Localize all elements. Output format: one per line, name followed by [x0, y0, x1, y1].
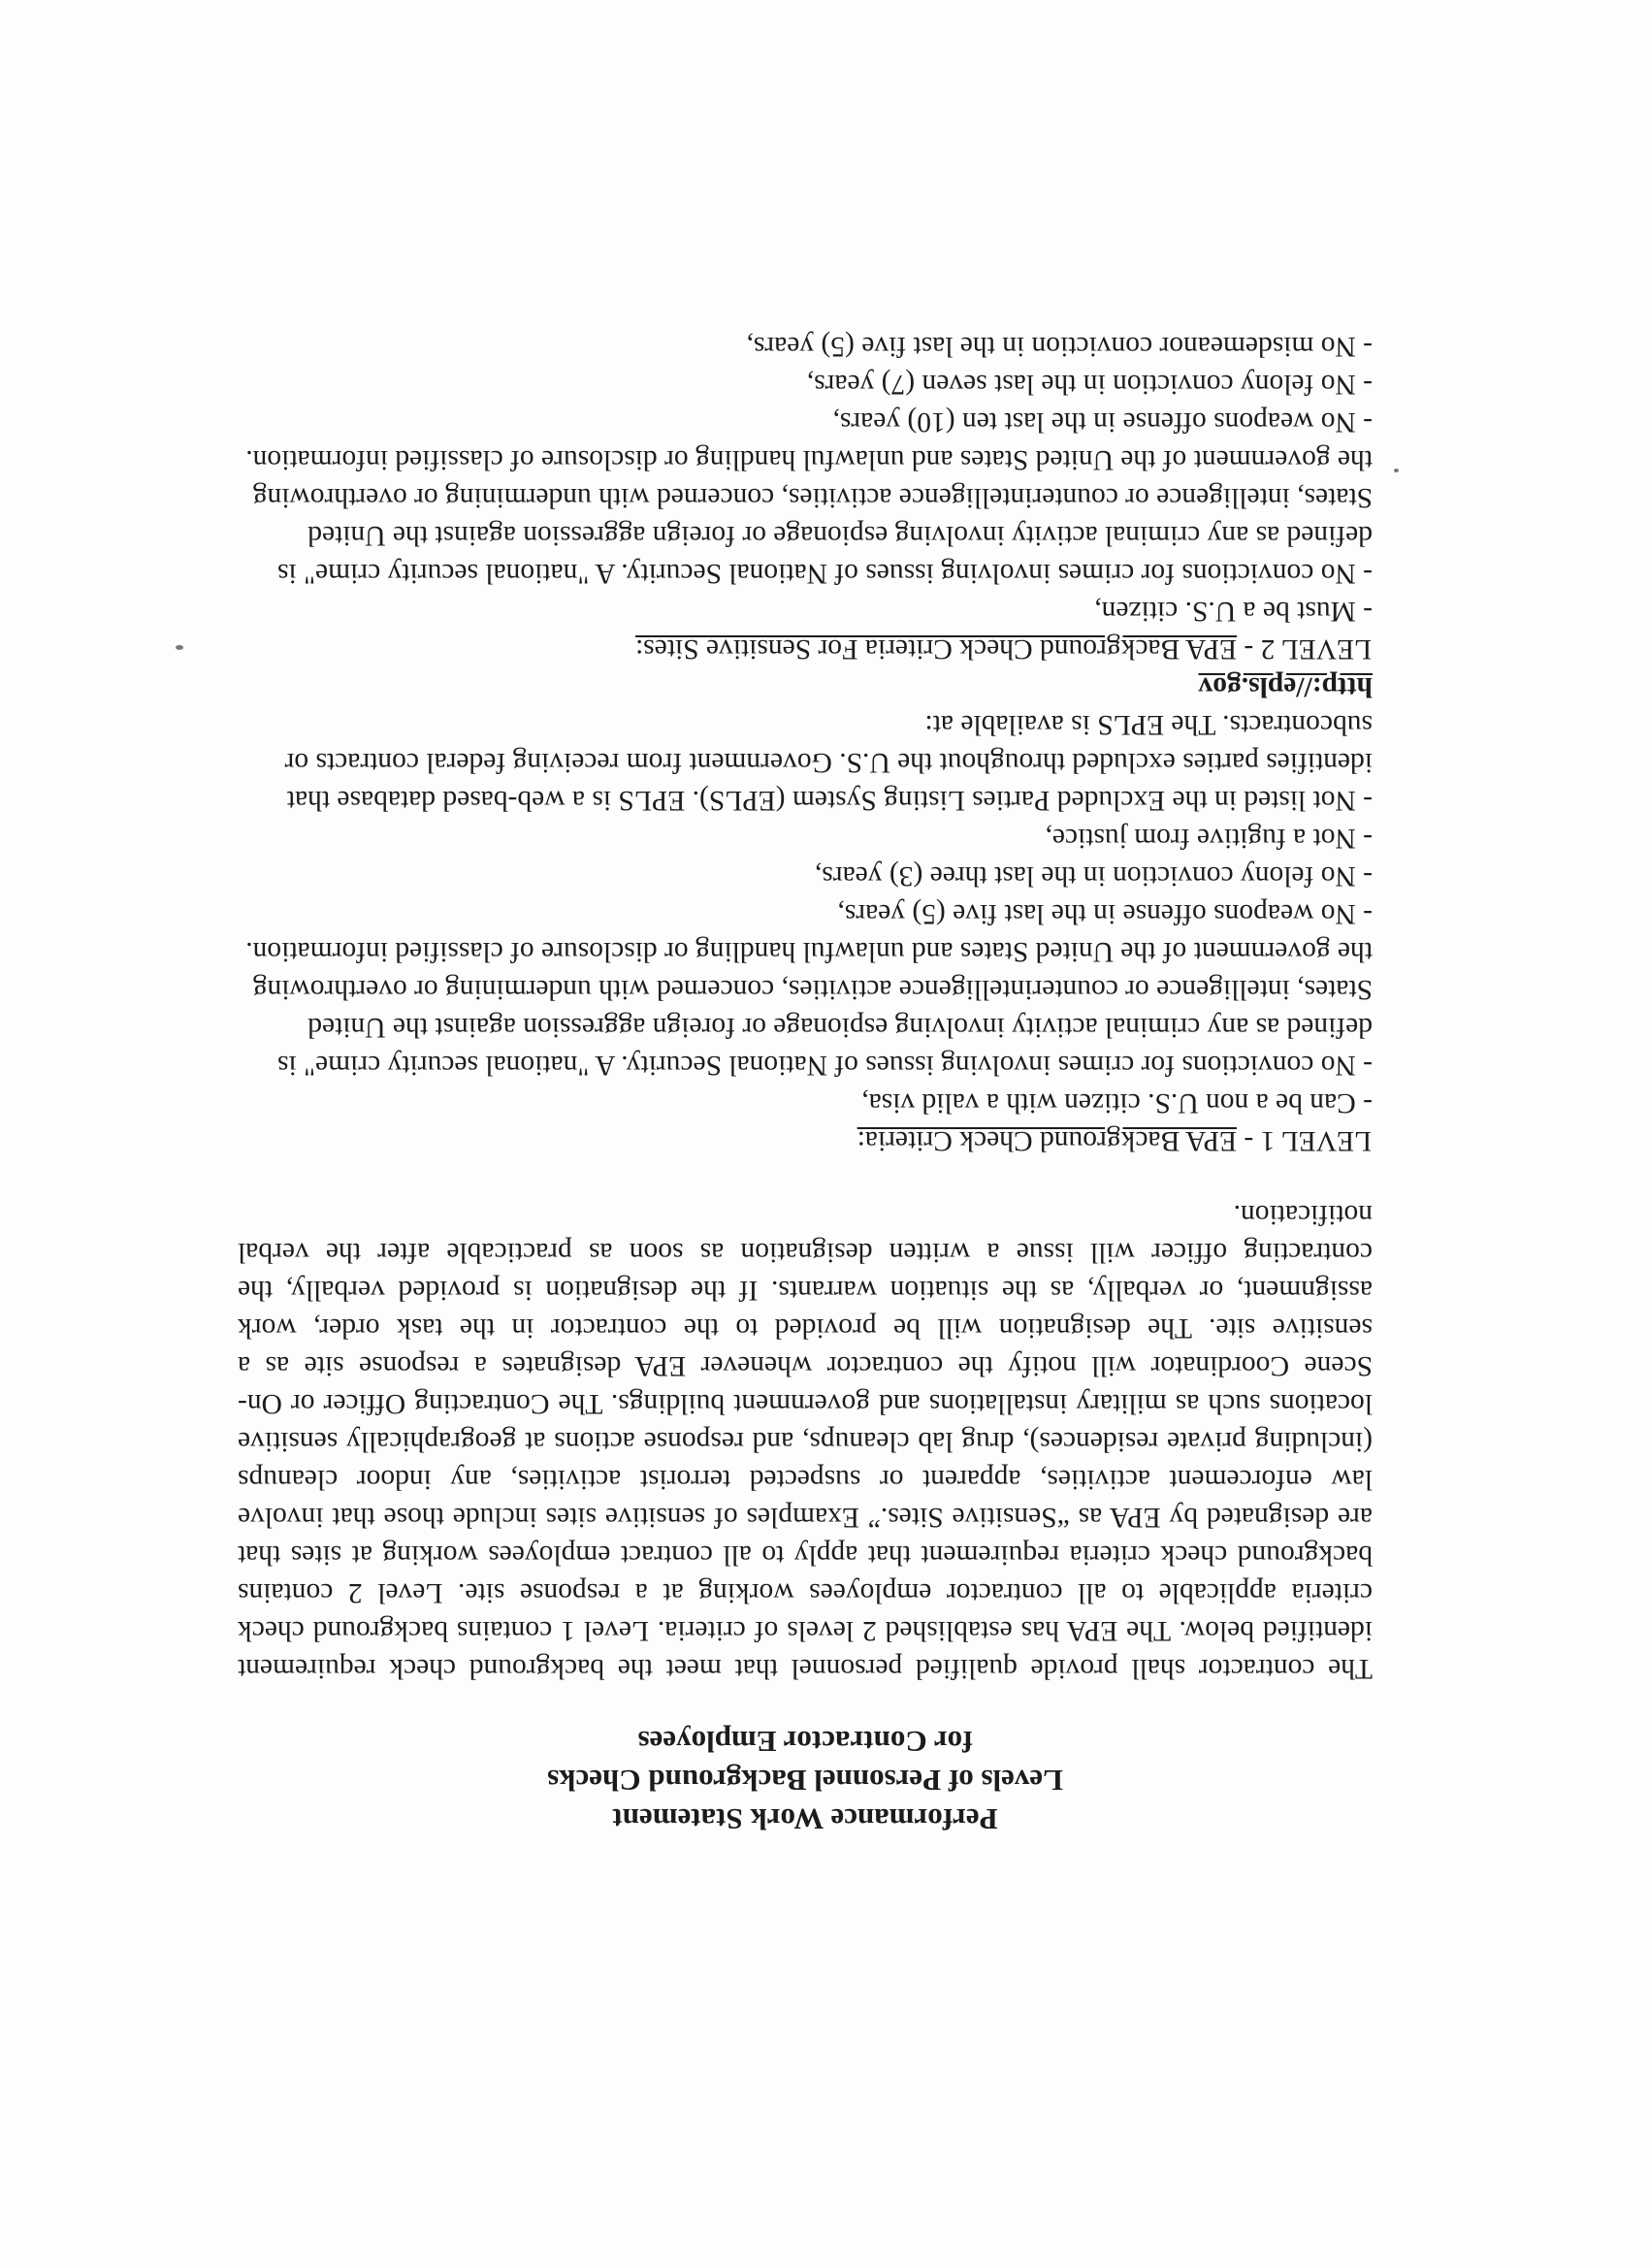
- list-item: - No weapons offense in the last ten (10) years,: [832, 406, 1373, 437]
- level-2-section: [238, 327, 1373, 667]
- level-2-heading: [238, 630, 1373, 667]
- level-1-heading: [238, 1121, 1373, 1159]
- list-item: - No misdemeanor conviction in the last five (5) years,: [746, 331, 1373, 362]
- list-item: - Must be a U.S. citizen,: [1094, 596, 1373, 627]
- scan-smudge: [1394, 469, 1399, 472]
- list-item: - Not a fugitive from justice,: [1045, 823, 1373, 854]
- level-1-criteria-list: [238, 667, 1373, 1121]
- level-1-title: EPA Background Check Criteria:: [857, 1125, 1237, 1156]
- document-subtitle: Levels of Personnel Background Checks: [547, 1764, 1063, 1798]
- list-item: - No weapons offense in the last five (5) years,: [837, 898, 1373, 929]
- level-2-label: LEVEL 2 -: [1237, 633, 1372, 664]
- level-1-label: LEVEL 1 -: [1237, 1125, 1372, 1156]
- list-item: - No felony conviction in the last three (3) years,: [814, 860, 1373, 891]
- document-title: Performance Work Statement: [612, 1802, 998, 1836]
- epls-link-row: [238, 667, 1373, 705]
- list-item: - Can be a non U.S. citizen with a valid visa,: [861, 1087, 1373, 1118]
- document-content: [238, 267, 1373, 1838]
- scan-smudge: [176, 645, 183, 650]
- list-item: - No felony conviction in the last seven (7) years,: [806, 369, 1373, 400]
- document-title-block: [238, 1722, 1373, 1838]
- document-subtitle-2: for Contractor Employees: [637, 1725, 973, 1759]
- epls-link[interactable]: http://epls.gov: [1198, 671, 1373, 702]
- list-item: - No convictions for crimes involving issues of National Security. A "national security crime" is defined as any criminal activity involving espionage or foreign aggression against the United States, intelligence or counterintelligence activities, concerned with undermining or overthrowing the government of the United States and unlawful handling or disclosure of classified information.: [245, 444, 1373, 589]
- level-2-criteria-list: [238, 327, 1373, 630]
- level-2-title: EPA Background Check Criteria For Sensitive Sites:: [634, 633, 1237, 664]
- list-item: - Not listed in the Excluded Parties Listing System (EPLS). EPLS is a web-based database that identifies parties excluded throughout the U.S. Government from receiving federal contracts or subcontracts. The EPLS is available at:: [284, 709, 1373, 816]
- level-1-section: [238, 667, 1373, 1159]
- list-item: - No convictions for crimes involving issues of National Security. A "national security crime" is defined as any criminal activity involving espionage or foreign aggression against the United States, intelligence or counterintelligence activities, concerned with undermining or overthrowing the government of the United States and unlawful handling or disclosure of classified information.: [245, 936, 1373, 1081]
- intro-paragraph: The contractor shall provide qualified personnel that meet the background check requirement identified below. The EPA has established 2 levels of criteria. Level 1 contains background check criteria applicable to all contractor employees working at a response site. Level 2 contains background check criteria requirement that apply to all contract employees working at sites that are designated by EPA as “Sensitive Sites.” Examples of sensitive sites include those that involve law enforcement activities, apparent or suspected terrorist activities, any indoor cleanups (including private residences), drug lab cleanups, and response actions at geographically sensitive locations such as military installations and government buildings. The Contracting Officer or On-Scene Coordinator will notify the contractor whenever EPA designates a response site as a sensitive site. The designation will be provided to the contractor in the task order, work assignment, or verbally, as the situation warrants. If the designation is provided verbally, the contracting officer will issue a written designation as soon as practicable after the verbal notification.: [238, 1199, 1373, 1684]
